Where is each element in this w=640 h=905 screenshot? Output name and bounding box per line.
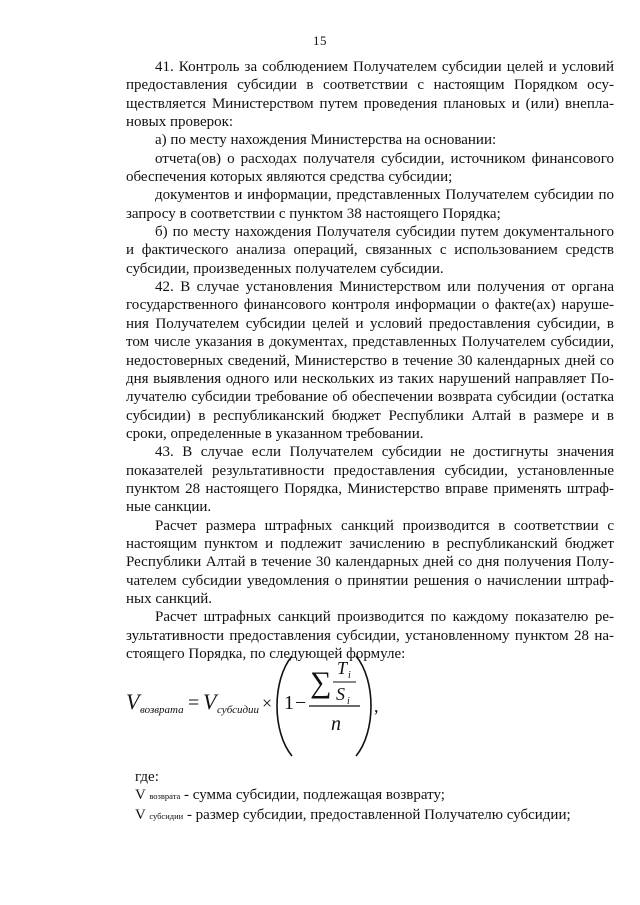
paragraph-41-a: а) по месту нахождения Министерства на основании: xyxy=(155,132,497,149)
where-item-subsidy xyxy=(126,806,614,825)
formula-one: 1 xyxy=(284,692,294,714)
formula-n: n xyxy=(331,713,341,735)
paragraph-43: 43. В случае если Получателем субсидии не достигнуты значения показателей результативности предоставления субсидии, установленные пунктом 28 настоящего Порядка, Министерство вправе применять штрафные санкции. xyxy=(126,444,614,516)
where-item-subsidy-sub: субсидии xyxy=(149,810,184,821)
paragraph-41-b: б) по месту нахождения Получателя субсидии путем документального и фактического анализа операций, связанных с использованием средств субсидии, произведенных получателем субсидии. xyxy=(126,224,614,277)
where-item-refund-sub: возврата xyxy=(149,791,181,802)
formula-trailing-comma: , xyxy=(374,696,379,716)
where-item-subsidy-var: V xyxy=(135,806,146,823)
formula-s: S xyxy=(336,684,345,704)
formula-lhs-sub: возврата xyxy=(140,704,184,716)
formula-lhs-var: V xyxy=(126,689,140,714)
where-item-refund-text: - сумма субсидии, подлежащая возврату; xyxy=(180,787,445,804)
where-label: где: xyxy=(135,769,159,785)
penalty-formula xyxy=(126,646,614,766)
where-item-subsidy-text: - размер субсидии, предоставленной Получателю субсидии; xyxy=(183,806,571,823)
where-item-refund-var: V xyxy=(135,787,146,804)
paragraph-penalty-calc: Расчет размера штрафных санкций производится в соответствии с настоящим пунктом и подлежит зачислению в республиканский бюджет Республики Алтай в течение 30 календарных дней со дня получения Получателем субсидии уведомления о принятии решения о начислении штрафных санкций. xyxy=(126,517,614,607)
formula-minus: − xyxy=(295,692,307,714)
paragraph-42: 42. В случае установления Министерством или получения от органа государственного финансового контроля информации о факте(ах) нарушения Получателем субсидии целей и условий предоставления субсидии, в том числе указания в документах, представленных Получателем субсидии, недостоверных сведений, Министерство в течение 30 календарных дней со дня выявления одного или нескольких из таких нарушений направляет Получателю субсидии требование об обеспечении возврата субсидии (остатка субсидии) в республиканский бюджет Республики Алтай в размере и в сроки, определенные в указанном требовании. xyxy=(126,279,614,442)
formula-t: T xyxy=(337,658,348,678)
body-text xyxy=(126,58,614,663)
paragraph-41: 41. Контроль за соблюдением Получателем субсидии целей и условий предоставления субсидии в соответствии с настоящим Порядком осуществляется Министерством путем проведения плановых и (или) внеплановых проверок: xyxy=(126,59,614,131)
page-number: 15 xyxy=(313,33,327,48)
paragraph-formula-intro: Расчет штрафных санкций производится по каждому показателю результативности предоставления субсидии, установленному пунктом 28 настоящего Порядка, по следующей формуле: xyxy=(126,609,614,662)
formula-sum-sign: ∑ xyxy=(310,666,332,699)
formula-rhs-var: V xyxy=(203,689,217,714)
formula-times: × xyxy=(262,693,273,713)
where-item-refund xyxy=(126,786,614,805)
formula-rhs-sub: субсидии xyxy=(217,704,260,716)
formula-graphic xyxy=(126,646,614,766)
formula-s-index: i xyxy=(347,696,350,707)
formula-t-index: i xyxy=(348,670,351,681)
where-block xyxy=(126,768,614,825)
formula-equals: = xyxy=(188,692,200,714)
paragraph-41-a-documents: документов и информации, представленных Получателем субсидии по запросу в соответствии с пунктом 38 настоящего Порядка; xyxy=(126,187,614,222)
paragraph-41-a-reports: отчета(ов) о расходах получателя субсидии, источником финансового обеспечения которых являются средства субсидии; xyxy=(126,150,614,186)
